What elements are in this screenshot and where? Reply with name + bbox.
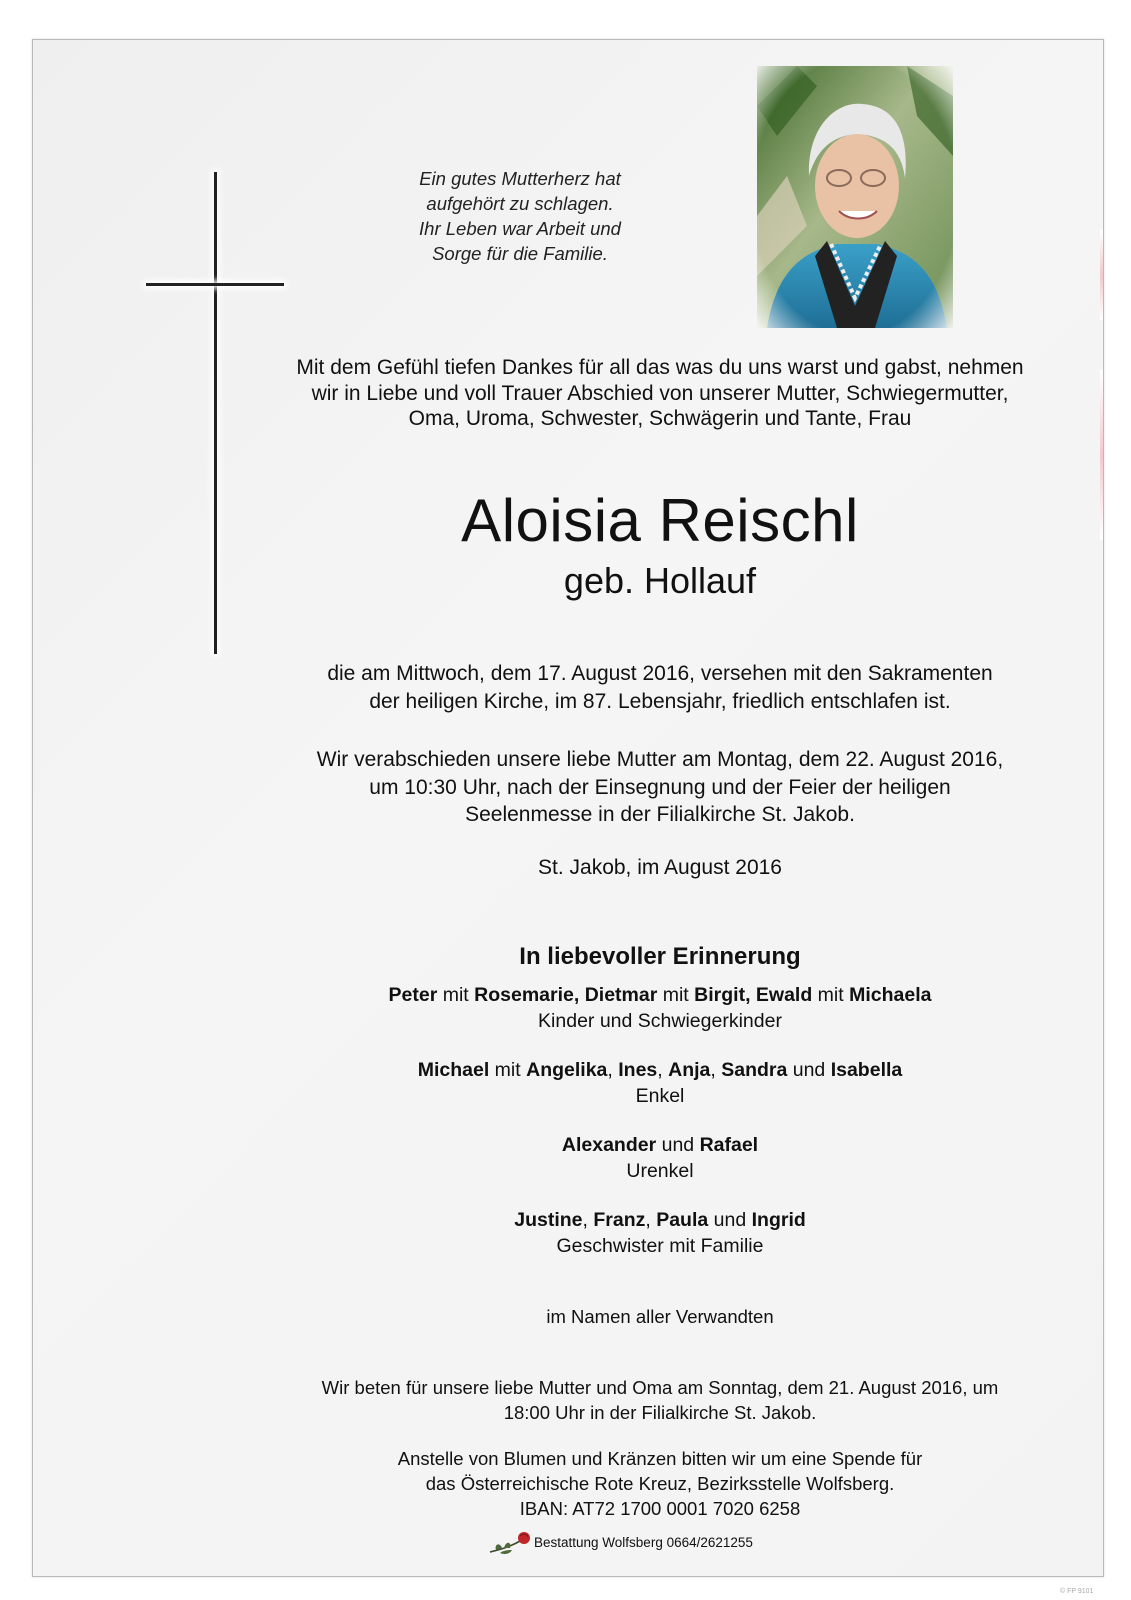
intro-line: Mit dem Gefühl tiefen Dankes für all das was du uns warst und gabst, nehmen xyxy=(296,356,1024,379)
mourner-group xyxy=(240,1133,1080,1184)
mourner-names xyxy=(240,983,1080,1009)
mourner-name: Sandra xyxy=(721,1059,788,1081)
mourner-names xyxy=(240,1058,1080,1084)
mourner-name: Birgit, Ewald xyxy=(694,984,813,1006)
quote-line: aufgehört zu schlagen. xyxy=(426,193,614,214)
mourner-relation: Geschwister mit Familie xyxy=(556,1234,764,1257)
mourner-name: Michael xyxy=(417,1059,490,1081)
mourner-name: Anja xyxy=(668,1059,711,1081)
mourner-name: Ines xyxy=(618,1059,658,1081)
mourner-connector: und xyxy=(656,1134,700,1156)
funeral-notice xyxy=(240,746,1080,829)
mourner-connector: mit xyxy=(437,984,475,1006)
mourner-names xyxy=(240,1133,1080,1159)
mourner-connector: , xyxy=(582,1209,594,1231)
mourner-name: Franz xyxy=(593,1209,646,1231)
donation-notice xyxy=(240,1446,1080,1521)
mourner-connector: , xyxy=(710,1059,722,1081)
quote-line: Sorge für die Familie. xyxy=(432,243,608,264)
intro-line: Oma, Uroma, Schwester, Schwägerin und Tante, Frau xyxy=(408,407,912,430)
mourner-connector: und xyxy=(708,1209,752,1231)
place-date: St. Jakob, im August 2016 xyxy=(538,856,782,879)
mourner-name: Justine xyxy=(514,1209,583,1231)
mourner-name: Paula xyxy=(656,1209,709,1231)
quote-line: Ihr Leben war Arbeit und xyxy=(419,218,621,239)
edge-accent xyxy=(1100,370,1103,540)
prayer-line: 18:00 Uhr in der Filialkirche St. Jakob. xyxy=(503,1402,817,1423)
donation-line: das Österreichische Rote Kreuz, Bezirksstelle Wolfsberg. xyxy=(425,1473,895,1494)
mourner-relation: Urenkel xyxy=(626,1159,694,1182)
mourner-connector: , xyxy=(607,1059,619,1081)
mourner-name: Rafael xyxy=(699,1134,759,1156)
portrait-illustration xyxy=(757,66,953,328)
funeral-line: Wir verabschieden unsere liebe Mutter am Montag, dem 22. August 2016, xyxy=(316,748,1004,771)
funeral-line: um 10:30 Uhr, nach der Einsegnung und der Feier der heiligen xyxy=(369,775,951,799)
donation-line: Anstelle von Blumen und Kränzen bitten wir um eine Spende für xyxy=(397,1448,923,1469)
mourner-connector: mit xyxy=(657,984,695,1006)
mourner-name: Peter xyxy=(388,984,438,1006)
undertaker-footer xyxy=(488,1528,788,1556)
remembrance-heading: In liebevoller Erinnerung xyxy=(519,943,801,970)
death-notice-line: der heiligen Kirche, im 87. Lebensjahr, friedlich entschlafen ist. xyxy=(369,689,951,713)
mourner-connector: , xyxy=(657,1059,669,1081)
mourner-group xyxy=(240,983,1080,1034)
mourner-connector: , xyxy=(645,1209,657,1231)
deceased-name: Aloisia Reischl xyxy=(461,487,859,554)
mourner-connector: mit xyxy=(489,1059,527,1081)
intro-line: wir in Liebe und voll Trauer Abschied von unserer Mutter, Schwiegermutter, xyxy=(311,381,1009,405)
copyright-note: © FP 9101 xyxy=(1060,1588,1094,1595)
prayer-line: Wir beten für unsere liebe Mutter und Oma am Sonntag, dem 21. August 2016, um xyxy=(321,1377,999,1398)
memorial-quote xyxy=(370,166,670,266)
mourner-name: Rosemarie, Dietmar xyxy=(474,984,658,1006)
death-notice-line: die am Mittwoch, dem 17. August 2016, versehen mit den Sakramenten xyxy=(327,662,993,685)
donation-iban: IBAN: AT72 1700 0001 7020 6258 xyxy=(519,1498,801,1519)
mourner-name: Angelika xyxy=(526,1059,608,1081)
closing-line: im Namen aller Verwandten xyxy=(546,1306,774,1327)
mourner-relation: Kinder und Schwiegerkinder xyxy=(538,1009,782,1032)
mourner-connector: mit xyxy=(812,984,850,1006)
mourner-names xyxy=(240,1208,1080,1234)
mourner-relation: Enkel xyxy=(635,1084,685,1107)
mourner-name: Isabella xyxy=(830,1059,903,1081)
portrait-photo xyxy=(757,66,953,328)
mourner-name: Ingrid xyxy=(751,1209,806,1231)
mourner-group xyxy=(240,1058,1080,1109)
intro-text xyxy=(240,355,1080,432)
edge-accent xyxy=(1100,230,1103,320)
rose-icon xyxy=(488,1528,534,1556)
prayer-notice xyxy=(240,1375,1080,1425)
quote-line: Ein gutes Mutterherz hat xyxy=(419,168,621,189)
funeral-line: Seelenmesse in der Filialkirche St. Jakob. xyxy=(465,803,855,826)
mourner-name: Alexander xyxy=(561,1134,657,1156)
death-notice xyxy=(240,660,1080,715)
cross-vertical-beam xyxy=(214,172,217,654)
mourner-connector: und xyxy=(787,1059,831,1081)
maiden-name: geb. Hollauf xyxy=(563,560,757,601)
mourner-name: Michaela xyxy=(849,984,932,1006)
mourner-group xyxy=(240,1208,1080,1259)
undertaker-contact: Bestattung Wolfsberg 0664/2621255 xyxy=(534,1535,753,1550)
cross-horizontal-beam xyxy=(146,283,284,286)
